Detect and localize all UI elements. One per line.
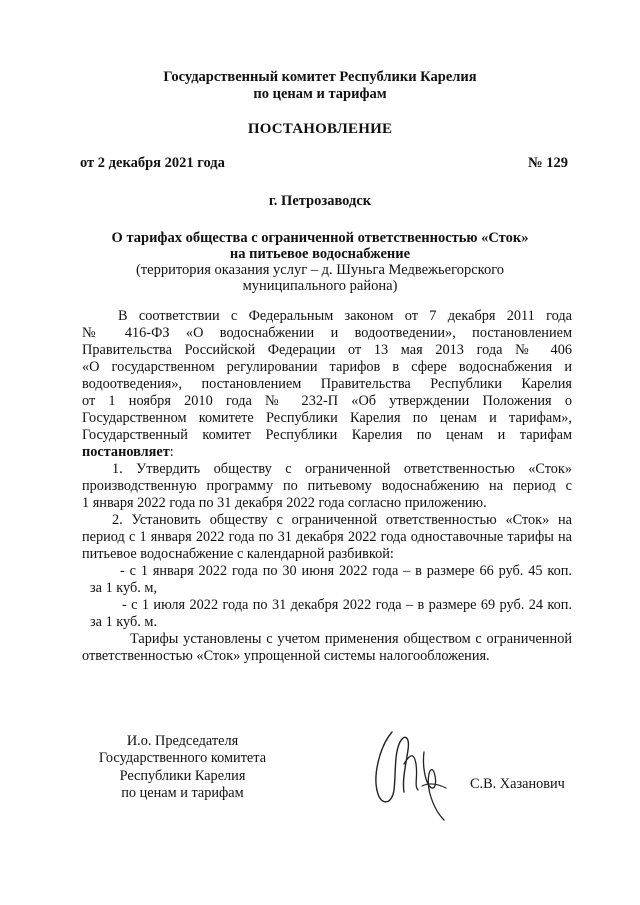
decree-word: постановляет [82,444,170,460]
document-date: от 2 декабря 2021 года [80,155,225,171]
signatory-position-line: И.о. Председателя [126,733,239,749]
tax-note-line1: Тарифы установлены с учетом применения обществом с ограниченной [130,631,572,647]
preamble-line: водоотведения», постановлением Правительства Республики Карелия [82,376,572,392]
tariff-period-1: - с 1 января 2022 года по 30 июня 2022 года – в размере 66 руб. 45 коп. [120,563,572,579]
item1-line: 1 января 2022 года по 31 декабря 2022 года согласно приложению. [82,495,487,511]
preamble-line: «О государственном регулировании тарифов в сфере водоснабжения и [82,359,572,375]
decree-line [82,444,174,461]
decree-colon: : [169,444,174,460]
document-number: № 129 [528,155,568,171]
preamble-line: В соответствии с Федеральным законом от 7 декабря 2011 года [118,308,572,324]
tariff-period-1-unit: за 1 куб. м, [90,580,158,596]
issuer-name-line2: по ценам и тарифам [253,86,387,102]
document-title-line1: О тарифах общества с ограниченной ответственностью «Сток» [111,230,529,246]
document-city: г. Петрозаводск [268,193,372,209]
signatory-position-line: Государственного комитета [98,750,267,767]
document-title-line4: муниципального района) [242,278,398,294]
document-title-line2: на питьевое водоснабжение [229,246,411,262]
issuer-name-line1: Государственный комитет Республики Карелия [163,69,477,85]
item2-line: период с 1 января 2022 года по 31 декабря 2022 года одноставочные тарифы на [82,529,572,545]
document-type: ПОСТАНОВЛЕНИЕ [247,121,393,137]
signatory-position [80,733,285,803]
signatory-position-line: Республики Карелия [119,767,246,784]
item1-line: производственную программу по питьевому водоснабжению на период с [82,478,572,494]
item2-line: питьевое водоснабжение с календарной разбивкой: [82,546,394,562]
item2-line: 2. Установить обществу с ограниченной ответственностью «Сток» на [112,512,572,528]
tariff-period-2-unit: за 1 куб. м. [90,614,158,630]
document-title-line3: (территория оказания услуг – д. Шуньга Медвежьегорского [135,262,505,278]
item1-line: 1. Утвердить обществу с ограниченной ответственностью «Сток» [112,461,572,477]
preamble-line: Государственном комитете Республики Карелия по ценам и тарифам», [82,410,572,426]
preamble-line: от 1 ноября 2010 года № 232-П «Об утверждении Положения о [82,393,572,409]
signatory-position-line: по ценам и тарифам [121,785,244,802]
preamble-line: Государственный комитет Республики Карелия по ценам и тарифам [82,427,572,443]
preamble-line: Правительства Российской Федерации от 13 мая 2013 года № 406 [82,342,572,358]
handwritten-signature [364,724,464,824]
tax-note-line2: ответственностью «Сток» упрощенной системы налогообложения. [82,648,490,664]
preamble-line: № 416-ФЗ «О водоснабжении и водоотведении», постановлением [82,325,572,341]
tariff-period-2: - с 1 июля 2022 года по 31 декабря 2022 года – в размере 69 руб. 24 коп. [122,597,572,613]
signer-name: С.В. Хазанович [470,776,565,792]
